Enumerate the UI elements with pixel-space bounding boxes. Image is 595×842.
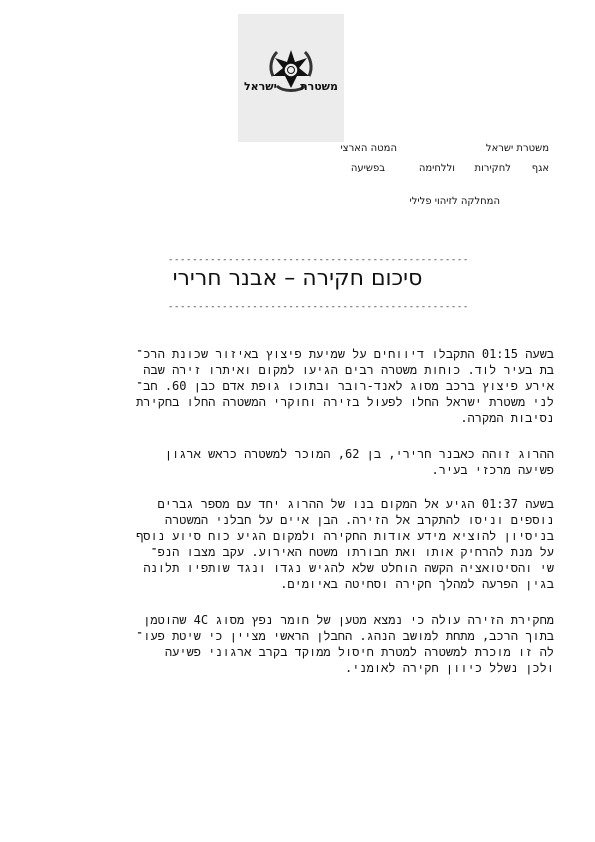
text-line: בתוך הרכב, מתחת למושב הנהג. החבלן הראשי מציין כי שיטת פעו־ — [136, 629, 554, 643]
header-wing: אגף — [531, 163, 549, 174]
paragraph-findings — [56, 612, 554, 676]
text-line: ההרוג זוהה כאבנר חרירי, בן 62, המוכר למשטרה כראש ארגון — [164, 447, 554, 461]
text-line: שי והסיטואציה הקשה הוחלט שלא להגיש נגדו ונגד שותפיו תלונה — [143, 561, 554, 575]
text-line: ולכן נשלל כיוון חקירה לאומני. — [345, 661, 554, 675]
header-hq: המטה הארצי — [340, 143, 397, 154]
text-line: נוספים וניסו להתקרב אל הזירה. הבן איים על חבלני המשטרה — [164, 513, 554, 527]
text-line: לני משטרת ישראל החלו לפעול בזירה וחוקרי המשטרה החלו בחקירת — [136, 395, 554, 409]
paragraph-victim — [56, 446, 554, 478]
header-department: המחלקה לזיהוי פלילי — [409, 196, 500, 207]
header-combat: וללחימה — [418, 163, 455, 174]
header-crime: בפשיעה — [350, 163, 385, 174]
text-line: נסיבות המקרה. — [460, 411, 554, 425]
text-line: על מנת להרחיק אותו ואת חבורתו משטח האירוע. עקב מצבו הנפ־ — [150, 545, 554, 559]
title-rule-top: -------------------------------------------------- — [168, 255, 469, 265]
header-investigations: לחקירות — [474, 163, 511, 174]
text-line: בגין הפרעה למהלך חקירה וסחיטה באיומים. — [280, 577, 554, 591]
paragraph-incident — [56, 346, 554, 426]
text-line: לה זו מוכרת למשטרה למטרת חיסול ממוקד בקרב ארגוני פשיעה — [164, 645, 554, 659]
page-title: סיכום חקירה – אבנר חרירי — [172, 266, 423, 291]
text-line: בניסיון להוציא מידע אודות החקירה ולמקום הגיע כוח סיוע נוסף — [136, 529, 554, 543]
logo-left-label: ישראל — [244, 80, 277, 93]
title-rule-bottom: -------------------------------------------------- — [168, 302, 469, 312]
text-line: בת בעיר לוד. כוחות משטרה רבים הגיעו למקום ואיתרו זירה שבה — [143, 363, 554, 377]
logo-right-label: משטרת — [300, 80, 338, 93]
header-org: משטרת ישראל — [485, 143, 549, 154]
police-logo — [238, 14, 344, 142]
text-line: בשעה 01:15 התקבלו דיווחים על שמיעת פיצוץ באיזור שכונת הרכ־ — [136, 347, 554, 361]
text-line: אירע פיצוץ ברכב מסוג לאנד-רובר ובתוכו גופת אדם כבן 60. חב־ — [135, 379, 554, 393]
text-line: פשיעה מרכזי בעיר. — [431, 463, 554, 477]
text-line: מחקירת הזירה עולה כי נמצא מטען של חומר נפץ מסוג 4C שהוטמן — [143, 613, 554, 627]
paragraph-son — [56, 496, 554, 592]
text-line: בשעה 01:37 הגיע אל המקום בנו של ההרוג יחד עם מספר גברים — [157, 497, 554, 511]
